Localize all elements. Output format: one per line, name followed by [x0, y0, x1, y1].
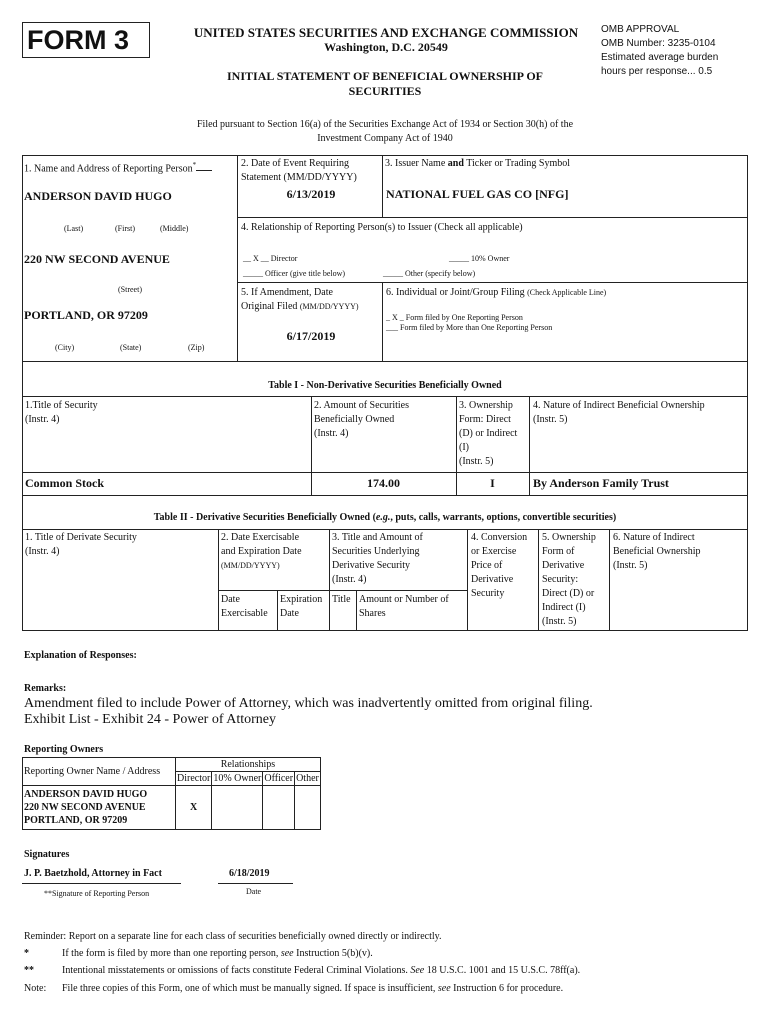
- box5-label-line2: Original Filed: [241, 301, 298, 312]
- t2-sub4-line2: Shares: [359, 608, 386, 619]
- t2-title-eg: e.g.: [375, 512, 391, 523]
- zip-sub: (Zip): [188, 343, 205, 352]
- remarks-label: Remarks:: [24, 683, 67, 694]
- t2-h5-line1: 5. Ownership: [542, 532, 596, 543]
- t1-h2-line3: (Instr. 4): [314, 428, 349, 439]
- officer-label: Officer (give title below): [265, 269, 346, 278]
- table1-title: Table I - Non-Derivative Securities Beneficially Owned: [268, 380, 502, 391]
- t2-h6-line3: (Instr. 5): [613, 560, 648, 571]
- city-sub: (City): [55, 343, 75, 352]
- box3-label: [385, 158, 570, 169]
- table2-header-col6: [613, 531, 700, 573]
- t2-title-pre: Table II - Derivative Securities Beneficially Owned (: [153, 512, 376, 523]
- box1-label-text: 1. Name and Address of Reporting Person: [24, 163, 193, 175]
- ro-owner-cell: [23, 786, 176, 830]
- box3-label-post: Ticker or Trading Symbol: [466, 158, 571, 169]
- table2-sub-date-exercisable: [221, 593, 268, 621]
- footnote-1-pre: If the form is filed by more than one reporting person,: [62, 948, 279, 959]
- signature-name: J. P. Baetzhold, Attorney in Fact: [24, 868, 162, 879]
- footnote-1-mark: *: [24, 948, 29, 959]
- t2-h5-line6: Indirect (I): [542, 602, 586, 613]
- t2-h4-line1: 4. Conversion: [471, 532, 528, 543]
- other-label: Other (specify below): [405, 269, 476, 278]
- box6-label-note: (Check Applicable Line): [527, 288, 607, 297]
- t2-sub4-line1: Amount or Number of: [359, 594, 449, 605]
- footnote-3-post: Instruction 6 for procedure.: [453, 983, 564, 994]
- t1-h3-line3: (D) or Indirect: [459, 428, 518, 439]
- table2-sub-amount: [359, 593, 449, 621]
- date-label: Date: [246, 887, 262, 896]
- t2-sub1-line2: Exercisable: [221, 608, 268, 619]
- agency-location: Washington, D.C. 20549: [324, 40, 448, 54]
- footnote-2-post: 18 U.S.C. 1001 and 15 U.S.C. 78ff(a).: [426, 965, 581, 976]
- t1-row-title: Common Stock: [25, 476, 105, 490]
- ro-sub-officer: Officer: [264, 773, 294, 784]
- name-sub-last: (Last): [64, 224, 84, 233]
- t2-h2-line1: 2. Date Exercisable: [221, 532, 300, 543]
- t1-h1-line1: 1.Title of Security: [25, 400, 98, 411]
- t2-title-post: , puts, calls, warrants, options, convertible securities): [390, 512, 617, 523]
- filed-pursuant: [150, 118, 620, 146]
- ro-col-relationships: Relationships: [176, 758, 321, 772]
- t1-row-nature: By Anderson Family Trust: [533, 476, 669, 490]
- agency-title: UNITED STATES SECURITIES AND EXCHANGE COMMISSION: [193, 25, 579, 40]
- ro-owner-line2: 220 NW SECOND AVENUE: [24, 802, 146, 813]
- t1-h2-line2: Beneficially Owned: [314, 414, 395, 425]
- box2-label-line1: 2. Date of Event Requiring: [241, 158, 350, 169]
- street-sub: (Street): [118, 285, 142, 294]
- omb-number: OMB Number: 3235-0104: [601, 38, 716, 49]
- t1-row-amount: 174.00: [367, 476, 400, 490]
- reporting-person-street: 220 NW SECOND AVENUE: [24, 252, 170, 266]
- t2-h4-line5: Security: [471, 588, 505, 599]
- filing-one-person: [386, 313, 523, 322]
- omb-approval: OMB APPROVAL: [601, 24, 680, 35]
- other-checkbox: [383, 269, 475, 278]
- t2-h4-line4: Derivative: [471, 574, 514, 585]
- table1-header-col2: [314, 399, 409, 441]
- t2-h2-line2: and Expiration Date: [221, 546, 302, 557]
- t2-h2-fmt: (MM/DD/YYYY): [221, 561, 280, 570]
- t1-row-form: I: [490, 476, 495, 490]
- ro-owner-line3: PORTLAND, OR 97209: [24, 815, 128, 826]
- director-checkbox: [243, 254, 297, 263]
- footnote-2-see: See: [410, 965, 425, 976]
- t2-sub2-line2: Date: [280, 608, 299, 619]
- filing-more-person: [386, 323, 552, 332]
- tenpct-checkbox: [449, 254, 509, 263]
- reporting-person-city: PORTLAND, OR 97209: [24, 308, 148, 322]
- ro-officer-mark: [263, 786, 295, 830]
- footnote-1-see: see: [280, 948, 294, 959]
- t1-h3-line1: 3. Ownership: [459, 400, 513, 411]
- t2-h5-line4: Security:: [542, 574, 579, 585]
- reporting-person-name: ANDERSON DAVID HUGO: [24, 189, 172, 203]
- table1-header-col1: [25, 399, 98, 427]
- filing-one-label: Form filed by One Reporting Person: [405, 313, 523, 322]
- issuer-name: NATIONAL FUEL GAS CO [NFG]: [386, 187, 569, 201]
- signature-date: 6/18/2019: [229, 868, 270, 879]
- footnote-2-pre: Intentional misstatements or omissions of facts constitute Federal Criminal Violations.: [62, 965, 408, 976]
- name-sub-first: (First): [115, 224, 135, 233]
- director-mark: __ X __: [243, 254, 269, 263]
- table2-header-col1: [25, 531, 137, 559]
- ro-sub-tenpct: 10% Owner: [213, 773, 262, 784]
- t2-h5-line2: Form of: [542, 546, 575, 557]
- footnote-3-see: see: [437, 983, 451, 994]
- table1-header-col3: [459, 399, 517, 469]
- table1-header-col4: [533, 399, 705, 427]
- footnote-3-mark: Note:: [24, 983, 47, 994]
- box2-label-line2: Statement (MM/DD/YYYY): [241, 172, 357, 183]
- box5-label-fmt: (MM/DD/YYYY): [299, 302, 359, 311]
- t1-h2-line1: 2. Amount of Securities: [314, 400, 409, 411]
- other-mark: _____: [383, 269, 403, 278]
- box6-label: [386, 287, 606, 298]
- filed-pursuant-line1: Filed pursuant to Section 16(a) of the Securities Exchange Act of 1934 or Section 30(h) of the: [196, 119, 574, 130]
- reminder: Reminder: Report on a separate line for each class of securities beneficially owned directly or indirectly.: [24, 931, 442, 942]
- t2-h1-line2: (Instr. 4): [25, 546, 60, 557]
- footnote-3-pre: File three copies of this Form, one of which must be manually signed. If space is insufficient,: [62, 983, 436, 994]
- t2-h3-line1: 3. Title and Amount of: [332, 532, 423, 543]
- form-label-box: [22, 22, 150, 58]
- t1-h4-line2: (Instr. 5): [533, 414, 568, 425]
- t2-h4-line2: or Exercise: [471, 546, 517, 557]
- t2-h3-line2: Securities Underlying: [332, 546, 420, 557]
- footnote-1-post: Instruction 5(b)(v).: [296, 948, 373, 959]
- box1-label: [24, 161, 196, 174]
- tenpct-label: 10% Owner: [471, 254, 510, 263]
- t2-h5-line7: (Instr. 5): [542, 616, 577, 627]
- signature-label-text: Signature of Reporting Person: [52, 889, 150, 898]
- signatures-title: Signatures: [24, 849, 70, 860]
- table2-header-col4: [471, 531, 527, 601]
- ro-director-mark: X: [176, 786, 212, 830]
- table-row: [23, 786, 321, 830]
- t2-h5-line5: Direct (D) or: [542, 588, 595, 599]
- t1-h1-line2: (Instr. 4): [25, 414, 60, 425]
- table2-header-col3: [332, 531, 423, 587]
- filing-more-mark: ___: [386, 323, 398, 332]
- t2-sub1-line1: Date: [221, 594, 240, 605]
- tenpct-mark: _____: [449, 254, 469, 263]
- box6-label-main: 6. Individual or Joint/Group Filing: [386, 287, 525, 298]
- box3-label-and: and: [447, 158, 464, 169]
- ro-col-name: Reporting Owner Name / Address: [23, 758, 176, 786]
- t2-h6-line1: 6. Nature of Indirect: [613, 532, 695, 543]
- t1-h4-line1: 4. Nature of Indirect Beneficial Ownership: [533, 400, 705, 411]
- filing-more-label: Form filed by More than One Reporting Person: [400, 323, 553, 332]
- box5-label-line1: 5. If Amendment, Date: [241, 287, 333, 298]
- t2-h6-line2: Beneficial Ownership: [613, 546, 701, 557]
- explanation-label: Explanation of Responses:: [24, 650, 137, 661]
- table2-sub-title: Title: [332, 594, 351, 605]
- ro-other-mark: [295, 786, 321, 830]
- amendment-date: 6/17/2019: [286, 329, 336, 343]
- table2-header-col5: [542, 531, 596, 629]
- filing-one-mark: _ X _: [386, 313, 404, 322]
- footnote-3: [24, 983, 764, 994]
- omb-box: [601, 23, 761, 79]
- t2-h4-line3: Price of: [471, 560, 503, 571]
- ro-owner-line1: ANDERSON DAVID HUGO: [24, 789, 148, 800]
- ro-sub-director: Director: [177, 773, 211, 784]
- table2-title: [22, 512, 748, 523]
- t1-h3-line2: Form: Direct: [459, 414, 511, 425]
- box1-label-mark: *: [192, 161, 197, 169]
- t1-h3-line4: (I): [459, 442, 469, 453]
- t1-h3-line5: (Instr. 5): [459, 456, 494, 467]
- officer-checkbox: [243, 269, 345, 278]
- box3-label-pre: 3. Issuer Name: [385, 158, 446, 169]
- table2-sub-expiration: [280, 593, 322, 621]
- omb-burden: Estimated average burden: [601, 52, 719, 63]
- ro-tenpct-mark: [212, 786, 263, 830]
- filed-pursuant-line2: Investment Company Act of 1940: [317, 133, 453, 144]
- reporting-owners-title: Reporting Owners: [24, 744, 104, 755]
- omb-hours-value: 0.5: [698, 66, 713, 77]
- t2-h5-line3: Derivative: [542, 560, 585, 571]
- box2-label: [241, 157, 357, 185]
- footnote-2-mark: **: [24, 965, 34, 976]
- signature-mark: **: [44, 889, 52, 898]
- signature-label: [44, 889, 149, 898]
- t2-h3-line3: Derivative Security: [332, 560, 411, 571]
- omb-hours: hours per response...: [601, 66, 696, 77]
- statement-title: INITIAL STATEMENT OF BENEFICIAL OWNERSHIP OF SECURITIES: [227, 69, 543, 98]
- box5-label: [241, 286, 359, 314]
- remarks-line2: Exhibit List - Exhibit 24 - Power of Attorney: [24, 712, 276, 727]
- box4-label: 4. Relationship of Reporting Person(s) to Issuer (Check all applicable): [241, 222, 523, 233]
- form-label: FORM 3: [27, 25, 130, 55]
- reporting-owners-table: [22, 757, 321, 830]
- table2-header-col2: [221, 531, 302, 573]
- director-label: Director: [270, 254, 298, 263]
- ro-sub-other: Other: [296, 773, 319, 784]
- remarks-line1: Amendment filed to include Power of Attorney, which was inadvertently omitted from original filing.: [24, 696, 593, 711]
- footnote-2: [24, 965, 744, 976]
- footnote-1: [24, 948, 744, 959]
- event-date: 6/13/2019: [286, 187, 336, 201]
- state-sub: (State): [120, 343, 142, 352]
- t2-h3-line4: (Instr. 4): [332, 574, 367, 585]
- officer-mark: _____: [243, 269, 263, 278]
- t2-h1-line1: 1. Title of Derivate Security: [25, 532, 137, 543]
- name-sub-middle: (Middle): [160, 224, 189, 233]
- t2-sub2-line1: Expiration: [280, 594, 323, 605]
